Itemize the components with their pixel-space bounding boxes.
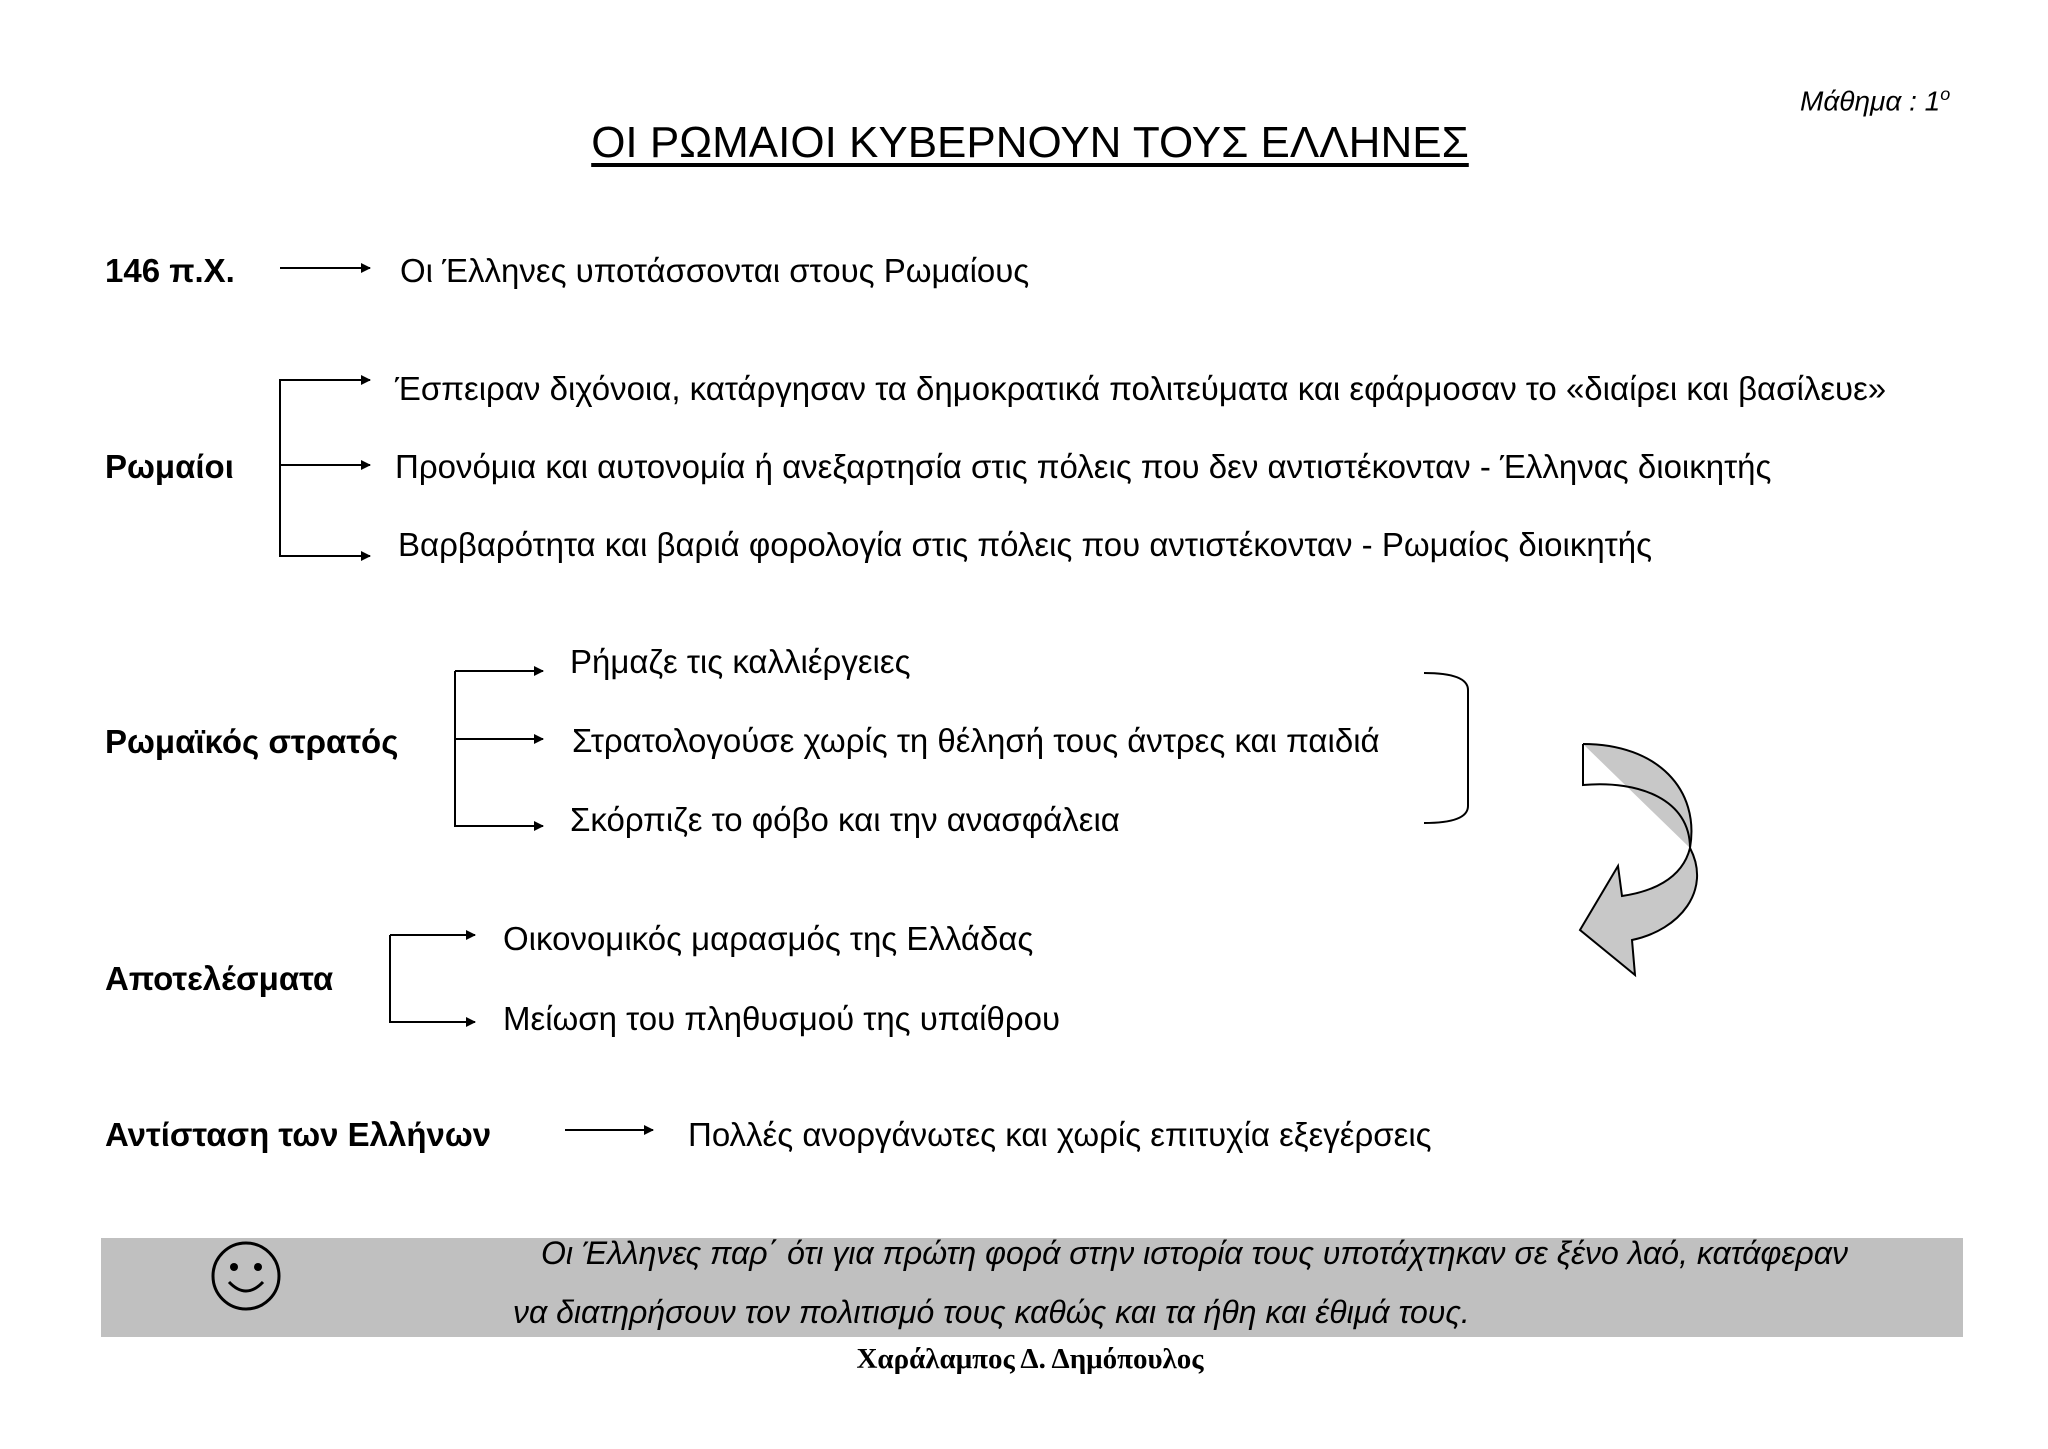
results-item-2: Μείωση του πληθυσμού της υπαίθρου — [503, 1000, 1061, 1037]
resistance-label: Αντίσταση των Ελλήνων — [105, 1116, 492, 1153]
summary-line-2: να διατηρήσουν τον πολιτισμό τους καθώς και τα ήθη και έθιμά τους. — [513, 1294, 1470, 1330]
army-item-2: Στρατολογούσε χωρίς τη θέλησή τους άντρες και παιδιά — [572, 722, 1380, 759]
summary-line-1: Οι Έλληνες παρ΄ ότι για πρώτη φορά στην ιστορία τους υποτάχτηκαν σε ξένο λαό, κατάφεραν — [541, 1235, 1848, 1271]
romans-item-2: Προνόμια και αυτονομία ή ανεξαρτησία στις πόλεις που δεν αντιστέκονταν - Έλληνας διοικητής — [395, 448, 1772, 485]
romans-item-3: Βαρβαρότητα και βαριά φορολογία στις πόλεις που αντιστέκονταν - Ρωμαίος διοικητής — [398, 526, 1652, 563]
results-item-1: Οικονομικός μαρασμός της Ελλάδας — [503, 920, 1034, 957]
romans-item-1: Έσπειραν διχόνοια, κατάργησαν τα δημοκρατικά πολιτεύματα και εφάρμοσαν το «διαίρει και βασίλευε» — [395, 370, 1887, 407]
page-title: ΟΙ ΡΩΜΑΙΟΙ ΚΥΒΕΡΝΟΥΝ ΤΟΥΣ ΕΛΛΗΝΕΣ — [591, 118, 1469, 167]
year-item-text: Οι Έλληνες υποτάσσονται στους Ρωμαίους — [400, 252, 1030, 289]
army-label: Ρωμαϊκός στρατός — [105, 723, 399, 760]
year-label: 146 π.Χ. — [105, 252, 235, 289]
author-footer: Χαράλαμπος Δ. Δημόπουλος — [856, 1343, 1204, 1375]
lesson-number: Μάθημα : $1^o$ — [1800, 84, 1951, 117]
results-label: Αποτελέσματα — [105, 960, 334, 997]
army-item-1: Ρήμαζε τις καλλιέργειες — [570, 643, 911, 680]
romans-label: Ρωμαίοι — [105, 448, 234, 485]
smiley-face-icon — [208, 1238, 284, 1314]
resistance-item-text: Πολλές ανοργάνωτες και χωρίς επιτυχία εξεγέρσεις — [688, 1116, 1432, 1153]
army-item-3: Σκόρπιζε το φόβο και την ανασφάλεια — [570, 801, 1120, 838]
